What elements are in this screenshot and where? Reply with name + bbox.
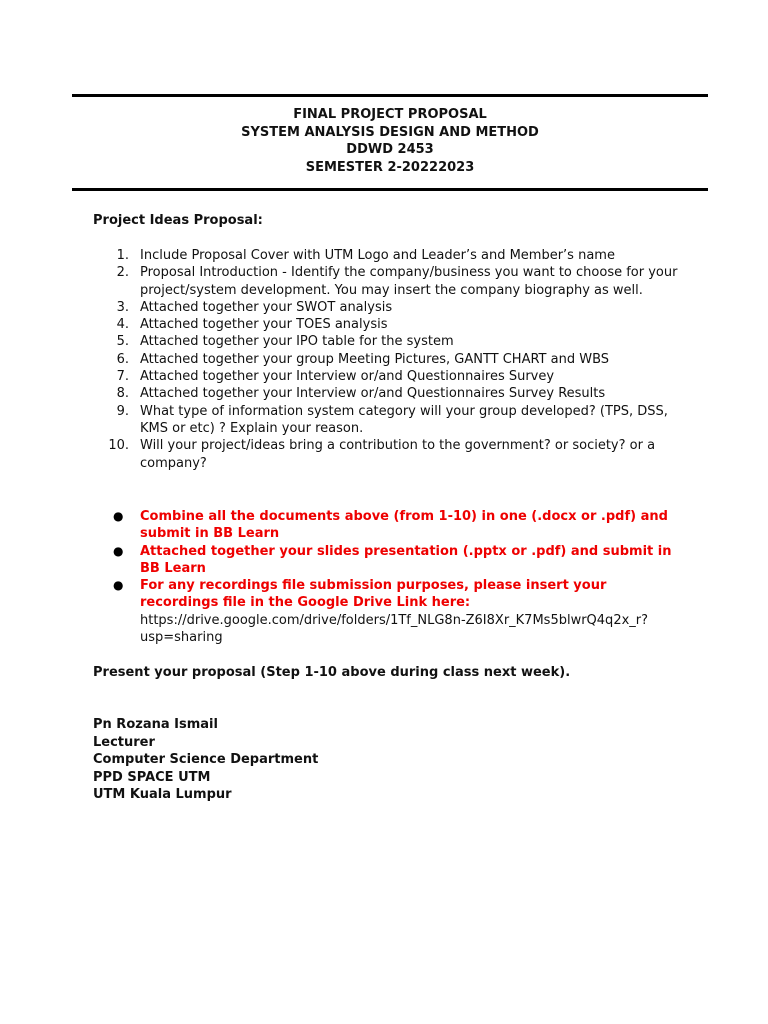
list-item: 8. Attached together your Interview or/and Questionnaires Survey Results bbox=[116, 386, 606, 402]
lecturer-name: Pn Rozana Ismail bbox=[93, 717, 218, 732]
campus: UTM Kuala Lumpur bbox=[93, 787, 232, 802]
note-recordings: ● For any recordings file submission purposes, please insert your recordings file in the Google Drive Link here: https://drive.google.com/drive/folders/1Tf_NLG8n-Z6I8Xr_K7Ms5blwrQ4q2x_r?usp=sharing bbox=[113, 578, 649, 646]
bullet-icon: ● bbox=[113, 578, 124, 593]
list-item: 1. Include Proposal Cover with UTM Logo and Leader’s and Member’s name bbox=[116, 248, 615, 263]
header-rule-bottom bbox=[72, 188, 708, 191]
unit: PPD SPACE UTM bbox=[93, 769, 211, 785]
google-drive-link[interactable]: https://drive.google.com/drive/folders/1Tf_NLG8n-Z6I8Xr_K7Ms5blwrQ4q2x_r?usp=sharing bbox=[140, 612, 649, 646]
header-semester: SEMESTER 2-20222023 bbox=[305, 159, 475, 175]
note-combine-documents: ● Combine all the documents above (from 1-10) in one (.docx or .pdf) and submit in BB Learn bbox=[113, 509, 668, 542]
bullet-icon: ● bbox=[113, 509, 124, 523]
document-header bbox=[72, 106, 708, 176]
list-item: 3. Attached together your SWOT analysis bbox=[116, 299, 393, 315]
list-item: 2. Proposal Introduction - Identify the company/business you want to choose for your project/system development. You may insert the company biography as well. bbox=[116, 265, 678, 298]
header-rule-top bbox=[72, 94, 708, 97]
list-item: 5. Attached together your IPO table for the system bbox=[116, 334, 454, 350]
presentation-instruction: Present your proposal (Step 1-10 above during class next week). bbox=[93, 665, 571, 680]
bullet-icon: ● bbox=[113, 543, 124, 558]
proposal-steps-list bbox=[93, 247, 678, 472]
submission-notes-list bbox=[93, 508, 678, 646]
lecturer-title: Lecturer bbox=[93, 734, 155, 750]
list-item: 10. Will your project/ideas bring a contribution to the government? or society? or a company? bbox=[108, 438, 656, 471]
header-course-code: DDWD 2453 bbox=[346, 142, 434, 157]
list-item: 6. Attached together your group Meeting Pictures, GANTT CHART and WBS bbox=[116, 351, 610, 367]
list-item: 7. Attached together your Interview or/and Questionnaires Survey bbox=[116, 369, 555, 385]
section-title: Project Ideas Proposal: bbox=[93, 213, 263, 228]
note-slides-presentation: ● Attached together your slides presentation (.pptx or .pdf) and submit in BB Learn bbox=[113, 543, 672, 576]
header-title: FINAL PROJECT PROPOSAL bbox=[293, 107, 487, 122]
header-course-name: SYSTEM ANALYSIS DESIGN AND METHOD bbox=[241, 124, 539, 140]
list-item: 9. What type of information system category will your group developed? (TPS, DSS, KMS or etc) ? Explain your reason. bbox=[116, 403, 668, 436]
list-item: 4. Attached together your TOES analysis bbox=[116, 317, 388, 333]
department: Computer Science Department bbox=[93, 752, 319, 767]
signature-block bbox=[93, 716, 678, 804]
